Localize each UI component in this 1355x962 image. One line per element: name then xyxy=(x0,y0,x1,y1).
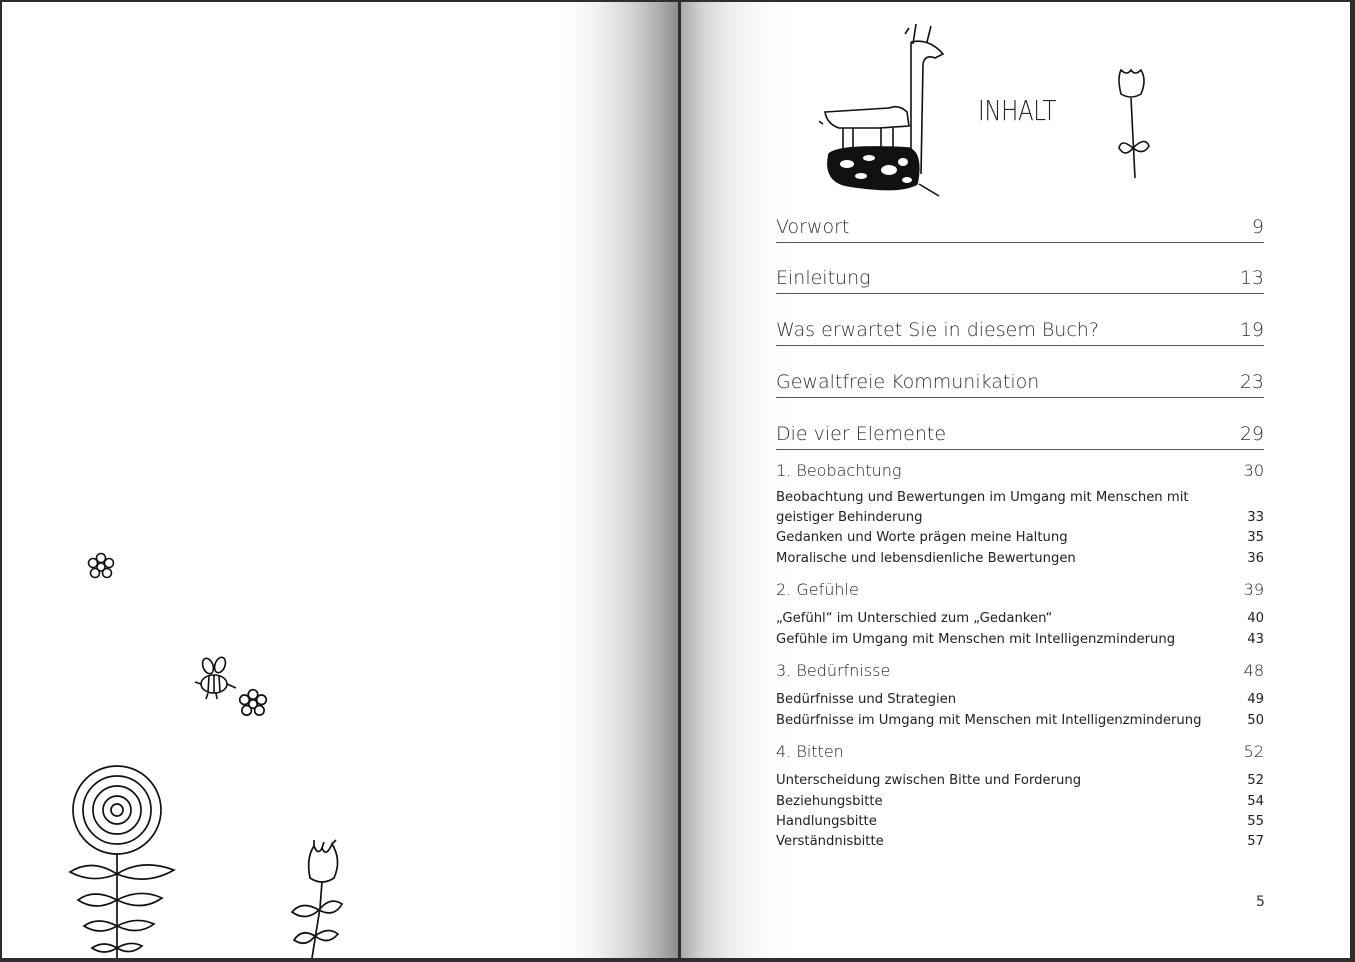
entry-page: 52 xyxy=(1247,773,1264,788)
toc-entry-row[interactable] xyxy=(776,814,1264,832)
toc-entry-row[interactable] xyxy=(776,530,1264,548)
chapter-page: 9 xyxy=(1251,216,1264,238)
small-flower-illustration xyxy=(84,550,118,584)
chapter-title: Gewaltfreie Kommunikation xyxy=(776,371,1040,393)
entry-page: 54 xyxy=(1247,794,1264,809)
entry-title: Gedanken und Worte prägen meine Haltung xyxy=(776,530,1068,545)
section-page: 30 xyxy=(1243,461,1264,480)
entry-title: Gefühle im Umgang mit Menschen mit Intelligenzminderung xyxy=(776,632,1176,647)
chapter-title: Was erwartet Sie in diesem Buch? xyxy=(776,319,1099,341)
section-title: 2. Gefühle xyxy=(776,580,859,599)
entry-title: „Gefühl“ im Unterschied zum „Gedanken“ xyxy=(776,611,1053,626)
entry-page: 50 xyxy=(1247,713,1264,728)
toc-chapter-row[interactable] xyxy=(776,319,1264,346)
small-flower-illustration xyxy=(235,686,271,722)
toc-chapter-row[interactable] xyxy=(776,267,1264,294)
toc-chapter-row[interactable] xyxy=(776,371,1264,398)
chapter-page: 13 xyxy=(1239,267,1264,289)
toc-section-row[interactable] xyxy=(776,461,1264,483)
toc-section-row[interactable] xyxy=(776,661,1264,683)
left-page xyxy=(2,2,678,958)
entry-page: 43 xyxy=(1247,632,1264,647)
toc-entry-row[interactable] xyxy=(776,794,1264,812)
section-page: 52 xyxy=(1243,742,1264,761)
entry-title: Beziehungsbitte xyxy=(776,794,883,809)
chapter-page: 29 xyxy=(1239,423,1264,445)
entry-page: 33 xyxy=(1247,510,1264,525)
toc-chapter-row[interactable] xyxy=(776,423,1264,450)
toc-entry-row[interactable] xyxy=(776,773,1264,791)
toc-entry-row[interactable] xyxy=(776,692,1264,710)
toc-section-row[interactable] xyxy=(776,580,1264,602)
toc-entry-row[interactable] xyxy=(776,490,1264,530)
toc-entry-row[interactable] xyxy=(776,611,1264,629)
entry-page: 35 xyxy=(1247,530,1264,545)
section-title: 1. Beobachtung xyxy=(776,461,902,480)
entry-title: Bedürfnisse und Strategien xyxy=(776,692,957,707)
chapter-page: 23 xyxy=(1239,371,1264,393)
entry-title: Beobachtung und Bewertungen im Umgang mit Menschen mit geistiger Behinderung xyxy=(776,490,1189,525)
tulip-illustration xyxy=(1113,66,1153,180)
giraffe-dog-illustration xyxy=(819,24,959,200)
entry-title: Unterscheidung zwischen Bitte und Forderung xyxy=(776,773,1082,788)
entry-page: 40 xyxy=(1247,611,1264,626)
chapter-title: Vorwort xyxy=(776,216,850,238)
section-page: 48 xyxy=(1243,661,1264,680)
right-page xyxy=(681,2,1350,958)
entry-page: 49 xyxy=(1247,692,1264,707)
entry-title: Bedürfnisse im Umgang mit Menschen mit Intelligenzminderung xyxy=(776,713,1202,728)
section-page: 39 xyxy=(1243,580,1264,599)
toc-title: INHALT xyxy=(978,94,1057,127)
entry-page: 55 xyxy=(1247,814,1264,829)
toc-chapter-row[interactable] xyxy=(776,216,1264,243)
rose-flower-illustration xyxy=(62,762,182,958)
toc-section-row[interactable] xyxy=(776,742,1264,764)
entry-page: 36 xyxy=(1247,551,1264,566)
entry-title: Moralische und lebensdienliche Bewertungen xyxy=(776,551,1076,566)
toc-entry-row[interactable] xyxy=(776,551,1264,569)
page-number: 5 xyxy=(1256,894,1265,910)
section-title: 4. Bitten xyxy=(776,742,844,761)
chapter-title: Die vier Elemente xyxy=(776,423,947,445)
tulip-flower-illustration xyxy=(284,838,364,958)
chapter-title: Einleitung xyxy=(776,267,871,289)
toc-entry-row[interactable] xyxy=(776,713,1264,731)
toc-entry-row[interactable] xyxy=(776,632,1264,650)
toc-entry-row[interactable] xyxy=(776,834,1264,852)
section-title: 3. Bedürfnisse xyxy=(776,661,891,680)
entry-page: 57 xyxy=(1247,834,1264,849)
entry-title: Verständnisbitte xyxy=(776,834,884,849)
entry-title: Handlungsbitte xyxy=(776,814,877,829)
chapter-page: 19 xyxy=(1239,319,1264,341)
